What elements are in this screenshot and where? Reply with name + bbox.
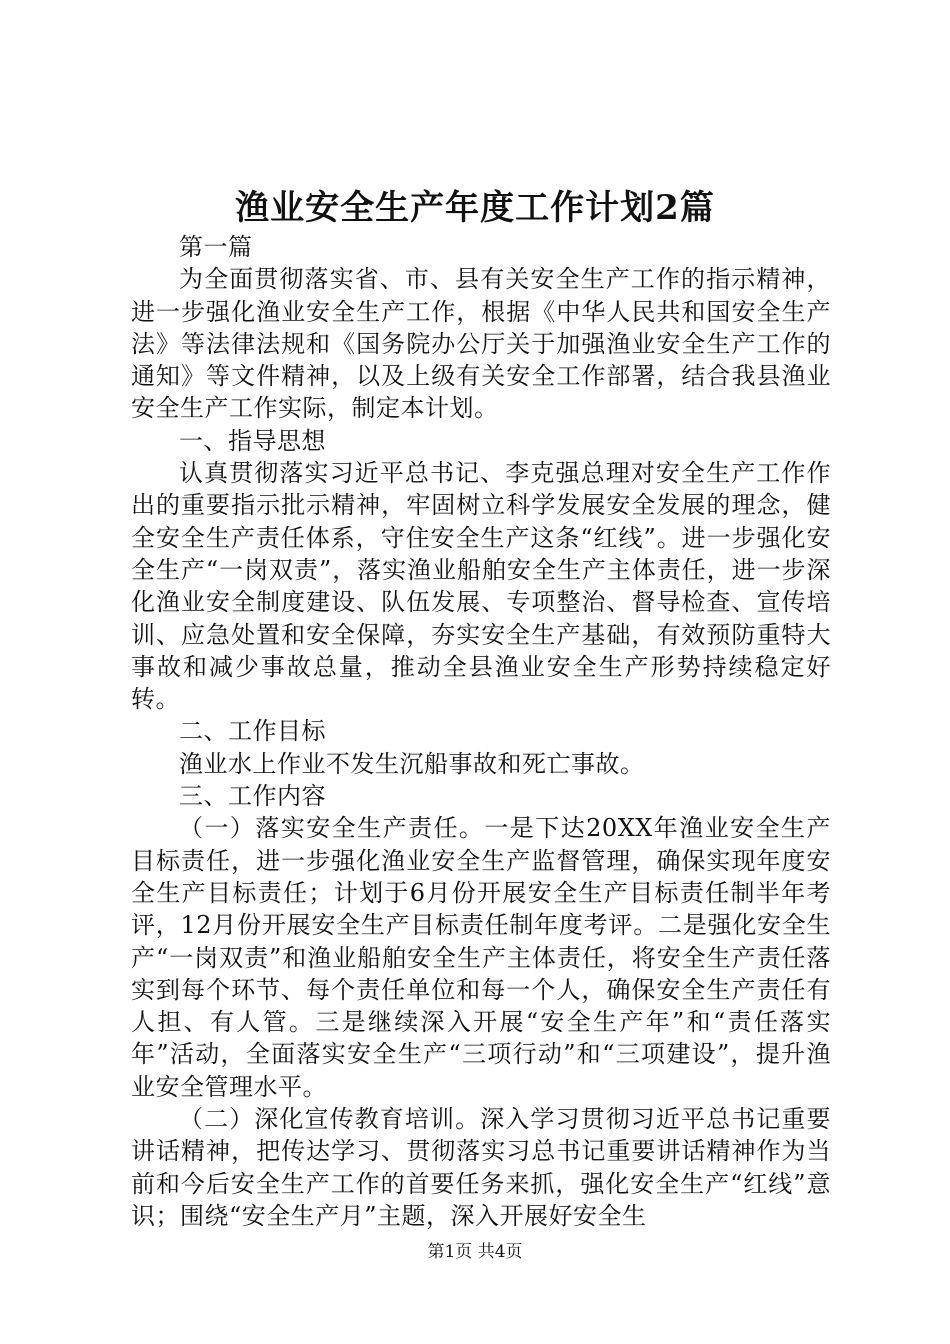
- document-title: 渔业安全生产年度工作计划2篇: [235, 188, 715, 228]
- page-number-footer: 第1页 共4页: [427, 1242, 523, 1262]
- section-heading-work-content: 三、工作内容: [179, 782, 326, 811]
- intro-paragraph: 为全面贯彻落实省、市、县有关安全生产工作的指示精神，进一步强化渔业安全生产工作，根据《中华人民共和国安全生产法》等法律法规和《国务院办公厅关于加强渔业安全生产工作的通知》等文件精神，以及上级有关安全工作部署，结合我县渔业安全生产工作实际，制定本计划。: [131, 265, 831, 423]
- section-heading-work-goal: 二、工作目标: [179, 717, 326, 746]
- document-body: [131, 231, 831, 1232]
- work-content-item-1: （一）落实安全生产责任。一是下达20XX年渔业安全生产目标责任，进一步强化渔业安全生产监督管理，确保实现年度安全生产目标责任；计划于6月份开展安全生产目标责任制半年考评，12月份开展安全生产目标责任制年度考评。二是强化安全生产“一岗双责”和渔业船舶安全生产主体责任，将安全生产责任落实到每个环节、每个责任单位和每一个人，确保安全生产责任有人担、有人管。三是继续深入开展“安全生产年”和“责任落实年”活动，全面落实安全生产“三项行动”和“三项建设”，提升渔业安全管理水平。: [131, 814, 831, 1101]
- guiding-ideology-paragraph: 认真贯彻落实习近平总书记、李克强总理对安全生产工作作出的重要指示批示精神，牢固树立科学发展安全发展的理念，健全安全生产责任体系，守住安全生产这条“红线”。进一步强化安全生产“一岗双责”，落实渔业船舶安全生产主体责任，进一步深化渔业安全制度建设、队伍发展、专项整治、督导检查、宣传培训、应急处置和安全保障，夯实安全生产基础，有效预防重特大事故和减少事故总量，推动全县渔业安全生产形势持续稳定好转。: [131, 459, 831, 714]
- work-content-item-2: （二）深化宣传教育培训。深入学习贯彻习近平总书记重要讲话精神，把传达学习、贯彻落实习总书记重要讲话精神作为当前和今后安全生产工作的首要任务来抓，强化安全生产“红线”意识；围绕“安全生产月”主题，深入开展好安全生: [131, 1105, 831, 1230]
- section-heading-guiding-ideology: 一、指导思想: [179, 426, 326, 455]
- work-goal-paragraph: 渔业水上作业不发生沉船事故和死亡事故。: [179, 749, 645, 778]
- section-heading-part-one: 第一篇: [179, 233, 253, 261]
